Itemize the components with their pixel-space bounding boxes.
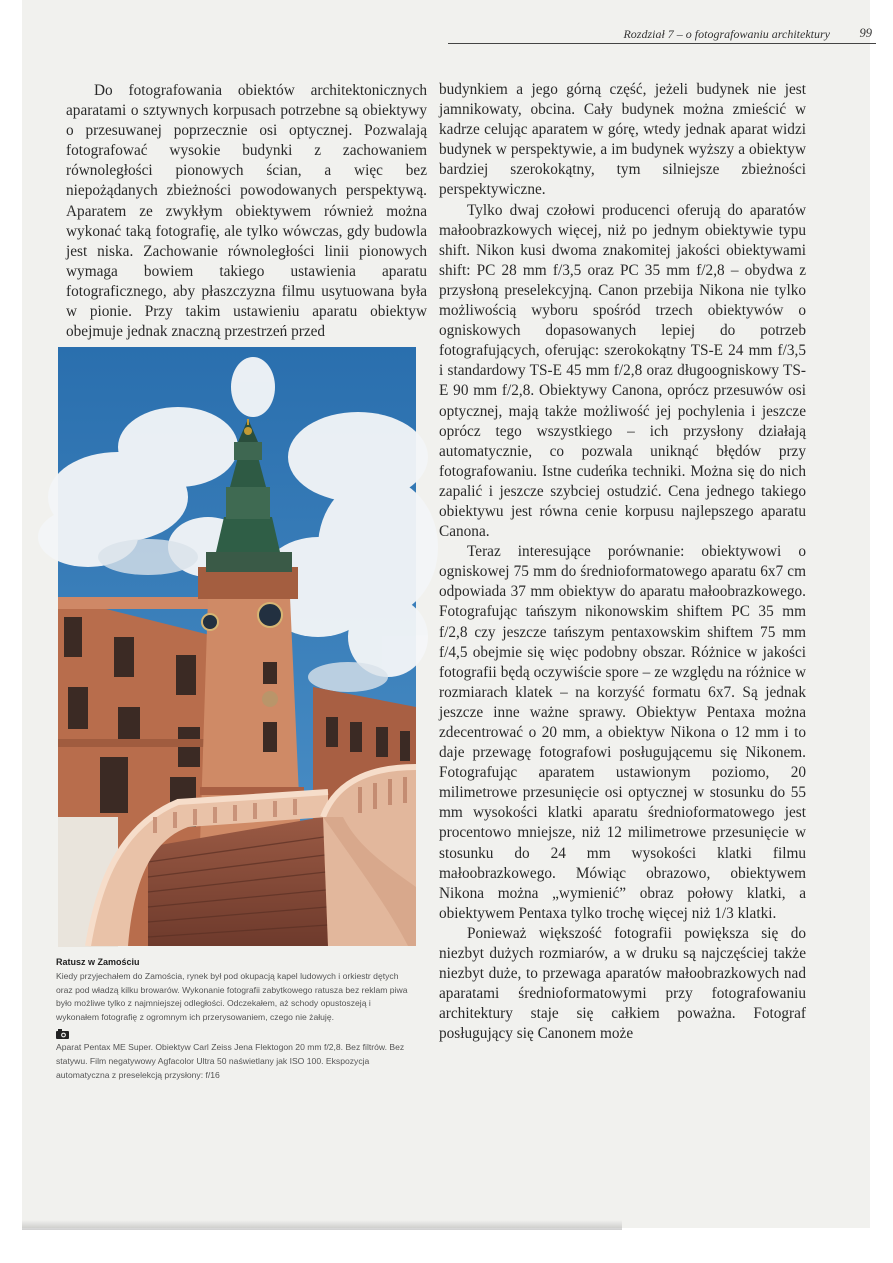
paragraph: Teraz interesujące porównanie: obiektywowi o ogniskowej 75 mm do średnioformatowego aparatu 6x7 cm odpowiada 37 mm obiektyw do aparatu małoobrazkowego. Fotografując tańszym nikonowskim shiftem PC 35 mm f/2,8 czy jeszcze tańszym pentaxowskim shiftem 75 mm f/4,5 obejmie się więc podobny obszar. Różnice w jakości fotografii będą oczywiście spore – ze względu na różnice w rozmiarach klatek – na korzyść formatu 6x7. Są jednak jeszcze inne ważne sprawy. Obiektyw Pentaxa można zdecentrować o 20 mm, a obiektyw Nikona o 12 mm i to daje przewagę fotografowi posługującemu się Nikonem. Fotografując aparatem ustawionym poziomo, 20 milimetrowe przesunięcie osi optycznej w stosunku do 55 mm wysokości klatki aparatu średnioformatowego jest procentowo mniejsze, niż 12 milimetrowe przesunięcie w stosunku do 24 mm wysokości klatki filmu małoobrazkowego. Mówiąc obrazowo, obiektywem Nikona można „wymienić” obraz połowy klatki, a obiektywem Pentaxa tylko trochę więcej niż 1/3 klatki. bbox=[439, 543, 806, 922]
left-column bbox=[66, 81, 427, 342]
right-column bbox=[439, 80, 806, 1045]
town-hall-photo bbox=[58, 347, 416, 946]
running-head bbox=[448, 24, 876, 44]
caption-description: Kiedy przyjechałem do Zamościa, rynek był pod okupacją kapel ludowych i orkiestr dętych oraz pod władzą kilku browarów. Wykonanie fotografii zabytkowego ratusza bez reklam piwa było możliwe tylko z najmniejszej odległości. Odczekałem, aż schody opustoszeją i wykonałem fotografię z ogromnym ich przerysowaniem, czego nie żałuję. bbox=[56, 970, 408, 1023]
chapter-title: Rozdział 7 – o fotografowaniu architektury bbox=[623, 27, 830, 41]
page-shadow bbox=[22, 1220, 622, 1230]
page-number: 99 bbox=[859, 26, 872, 40]
paragraph: Do fotografowania obiektów architektonicznych aparatami o sztywnych korpusach potrzebne są obiektywy o przesuwanej poprzecznie osi optycznej. Pozwalają fotografować wysokie budynki z zachowaniem równoległości pionowych ścian, a więc bez niepożądanych zbieżności powodowanych perspektywą. Aparatem ze zwykłym obiektywem również można wykonać taką fotografię, ale tylko wówczas, gdy budowla jest niska. Zachowanie równoległości linii pionowych wymaga bowiem takiego ustawienia aparatu fotograficznego, aby płaszczyzna filmu usytuowana była w pionie. Przy takim ustawieniu aparatu obiektyw obejmuje jednak znaczną przestrzeń przed bbox=[66, 82, 427, 341]
camera-icon bbox=[56, 1029, 69, 1039]
paragraph: Ponieważ większość fotografii powiększa się do niezbyt dużych rozmiarów, a w druku są najczęściej także niezbyt duże, to przewaga aparatów małoobrazkowych nad aparatami średnioformatowymi przy fotografowaniu architektury staje się całkiem poważna. Fotograf posługujący się Canonem może bbox=[439, 924, 806, 1043]
caption-technical: Aparat Pentax ME Super. Obiektyw Carl Zeiss Jena Flektogon 20 mm f/2,8. Bez filtrów. Bez statywu. Film negatywowy Agfacolor Ultra 50 naświetlany jak ISO 100. Ekspozycja automatyczna z preselekcją przysłony: f/16 bbox=[56, 1041, 405, 1080]
paragraph: budynkiem a jego górną część, jeżeli budynek nie jest jamnikowaty, obcina. Cały budynek można zmieścić w kadrze celując aparatem w górę, wtedy jednak aparat widzi budynek w perspektywie, a im budynek wyższy a obiektyw bardziej szerokokątny, tym silniejsze zbieżności perspektywiczne. bbox=[439, 81, 806, 199]
photo-caption bbox=[56, 956, 416, 1082]
town-hall-illustration bbox=[58, 347, 416, 946]
paragraph: Tylko dwaj czołowi producenci oferują do aparatów małoobrazkowych więcej, niż po jednym obiektywie typu shift. Nikon kusi dwoma znakomitej jakości obiektywami shift: PC 28 mm f/3,5 oraz PC 35 mm f/2,8 – obydwa z przysłoną preselekcyjną. Canon przebija Nikona nie tylko możliwością wyboru spośród trzech obiektywów o ogniskowych dopasowanych lepiej do potrzeb fotografujących, oferując: szerokokątny TS-E 24 mm f/3,5 i standardowy TS-E 45 mm f/2,8 oraz długoogniskowy TS-E 90 mm f/2,8. Obiektywy Canona, oprócz przesuwów osi optycznej, mają także możliwość jej pochylenia i jeszcze oprócz tego wszystkiego – ich przysłony działają automatycznie, co pozwala uniknąć błędów przy fotografowaniu. Istne cudeńka techniki. Można się do nich zapalić i jeszcze szybciej ostudzić. Cena jednego takiego obiektywu jest równa cenie korpusu najlepszego aparatu Canona. bbox=[439, 201, 806, 541]
caption-title: Ratusz w Zamościu bbox=[56, 957, 140, 967]
